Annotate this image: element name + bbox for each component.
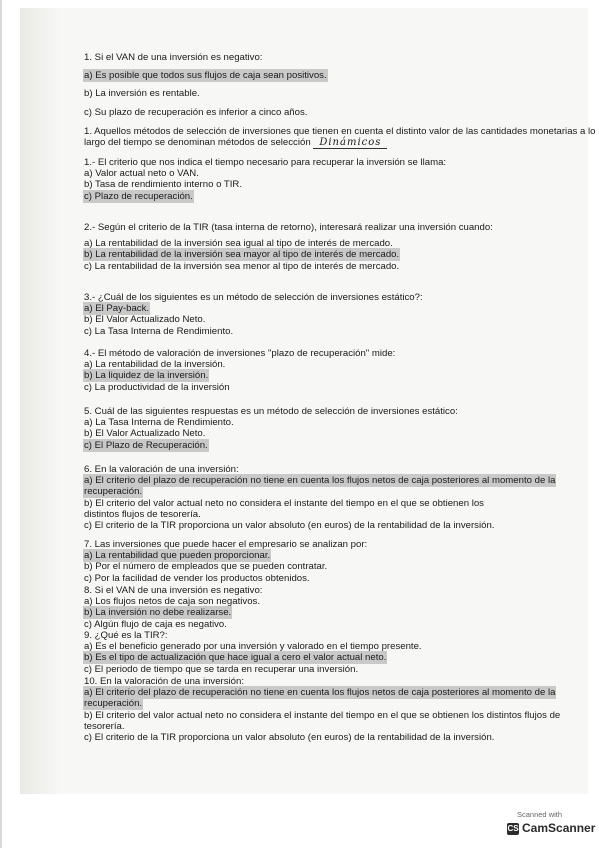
answer-c: c) Plazo de recuperación. [84,190,193,202]
answer-c: c) Su plazo de recuperación es inferior a cinco años. [84,106,308,118]
question-stem: 4.- El método de valoración de inversiones "plazo de recuperación" mide: [84,348,396,359]
answer-b-line1: b) El criterio del valor actual neto no considera el instante del tiempo en el que se obtienen los [84,497,484,509]
question-stem: 1.- El criterio que nos indica el tiempo necesario para recuperar la inversión se llama: [84,157,447,168]
answer-c: c) La productividad de la inversión [84,381,230,393]
question-stem: 10. En la valoración de una inversión: [84,676,244,687]
answer-c: c) El periodo de tiempo que se tarda en recuperar una inversión. [84,663,359,675]
question-5 [84,406,458,451]
answer-a: a) El Pay-back. [84,303,150,315]
answer-b-line2: distintos flujos de tesorería. [84,508,201,520]
answer-a: a) Los flujos netos de caja son negativos. [84,596,260,608]
question-6 [84,464,555,531]
camscanner-badge [503,808,596,840]
answer-c: c) La rentabilidad de la inversión sea menor al tipo de interés de mercado. [84,260,400,272]
answer-c: c) Algún flujo de caja es negativo. [84,618,227,630]
answer-b: b) La liquidez de la inversión. [84,370,209,382]
answer-a: a) Es posible que todos sus flujos de caja sean positivos. [84,70,327,82]
question-stem: 3.- ¿Cuál de los siguientes es un método de selección de inversiones estático?: [84,292,423,303]
page-shadow [20,8,60,794]
question-stem: 2.- Según el criterio de la TIR (tasa interna de retorno), interesará realizar una inversión cuando: [84,222,493,233]
question-10 [84,676,560,743]
question-stem-line1: 1. Aquellos métodos de selección de inversiones que tienen en cuenta el distinto valor de las cantidades monetarias a lo [84,126,596,137]
answer-a-line2: recuperación. [84,486,143,498]
question-1 [84,157,446,202]
question-stem: 1. Si el VAN de una inversión es negativo: [84,52,263,63]
answer-a: a) Valor actual neto o VAN. [84,168,199,180]
answer-c: c) Por la facilidad de vender los productos obtenidos. [84,572,310,584]
answer-b: b) El Valor Actualizado Neto. [84,314,206,326]
answer-b: b) La inversión es rentable. [84,88,200,100]
answer-b-line1: b) El criterio del valor actual neto no considera el instante del tiempo en el que se obtienen los distintos flujos de [84,709,561,721]
answer-b: b) Tasa de rendimiento interno o TIR. [84,179,243,191]
answer-a: a) La Tasa Interna de Rendimiento. [84,417,234,429]
answer-c: c) El criterio de la TIR proporciona un valor absoluto (en euros) de la rentabilidad de la inversión. [84,520,495,532]
answer-b: b) La rentabilidad de la inversión sea mayor al tipo de interés de mercado. [84,249,400,261]
answer-b-line2: tesorería. [84,720,125,732]
answer-c: c) El Plazo de Recuperación. [84,439,208,451]
answer-b: b) Es el tipo de actualización que hace igual a cero el valor actual neto. [84,652,387,664]
answer-b: b) Por el número de empleados que se pueden contratar. [84,561,328,573]
question-0 [84,52,327,118]
question-stem: 8. Si el VAN de una inversión es negativo: [84,585,263,596]
answer-a: a) La rentabilidad que pueden proporcionar. [84,550,271,562]
question-stem: 6. En la valoración de una inversión: [84,464,239,475]
page-edge-line [0,0,2,848]
answer-a-line1: a) El criterio del plazo de recuperación no tiene en cuenta los flujos netos de caja posteriores al momento de la [84,687,556,699]
camscanner-logo-icon: CS [507,824,519,833]
answer-a-line1: a) El criterio del plazo de recuperación no tiene en cuenta los flujos netos de caja posteriores al momento de la [84,475,556,487]
question-9 [84,630,422,675]
question-stem: 9. ¿Qué es la TIR?: [84,630,168,641]
answer-b: b) La inversión no debe realizarse. [84,607,232,619]
answer-c: c) El criterio de la TIR proporciona un valor absoluto (en euros) de la rentabilidad de la inversión. [84,732,495,744]
question-2 [84,222,493,272]
question-3 [84,292,423,337]
answer-a: a) Es el beneficio generado por una inversión y valorado en el tiempo presente. [84,641,422,653]
answer-a: a) La rentabilidad de la inversión. [84,359,226,371]
question-stem-line2: largo del tiempo se denominan métodos de selección [84,137,311,149]
answer-a: a) La rentabilidad de la inversión sea igual al tipo de interés de mercado. [84,238,393,250]
question-8 [84,585,262,630]
camscanner-name: CamScanner [522,821,596,835]
scanned-with-label: Scanned with [517,810,563,819]
question-0b [84,126,595,148]
handwritten-answer: Dinámicos [313,137,387,149]
answer-a-line2: recuperación. [84,698,143,710]
question-4 [84,348,395,393]
question-stem: 5. Cuál de las siguientes respuestas es un método de selección de inversiones estático: [84,406,458,417]
question-stem: 7. Las inversiones que puede hacer el empresario se analizan por: [84,539,368,550]
answer-b: b) El Valor Actualizado Neto. [84,428,206,440]
question-7 [84,539,367,584]
answer-c: c) La Tasa Interna de Rendimiento. [84,325,234,337]
